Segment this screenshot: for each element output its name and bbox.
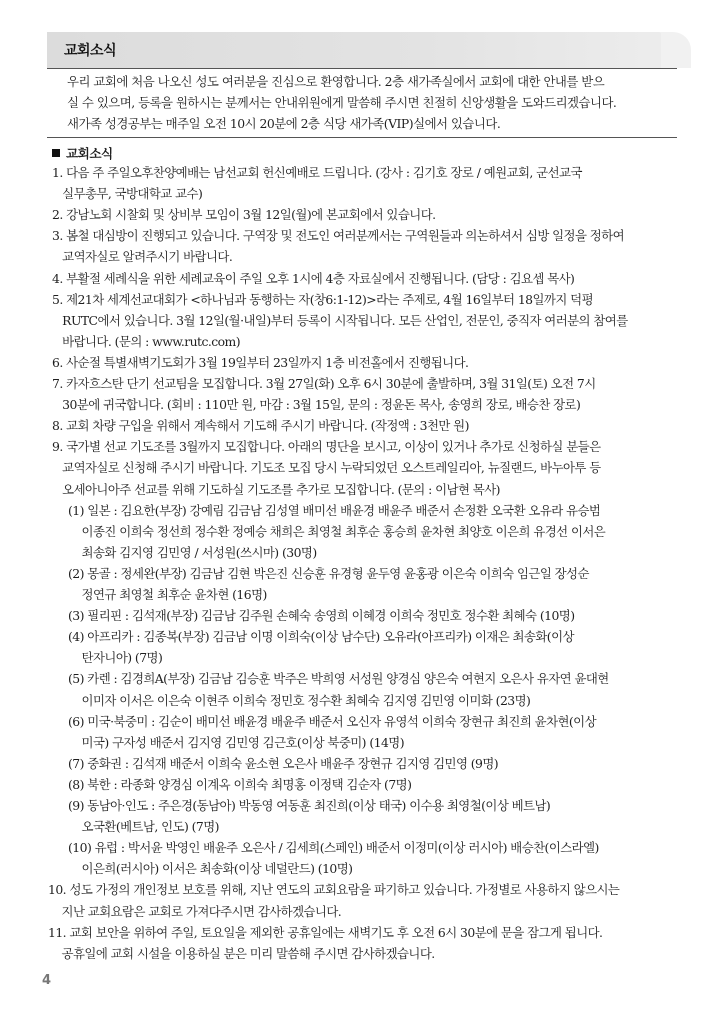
news-line: (1) 일본 : 김요한(부장) 강예림 김금남 김성열 배미선 배윤경 배윤주 배준서 손정환 오국환 오유라 유승범 xyxy=(68,502,601,518)
section-heading xyxy=(52,143,113,162)
news-line: (10) 유럽 : 박서윤 박영인 배윤주 오은사 / 김세희(스페인) 배준서 이정미(이상 러시아) 배승찬(이스라엘) xyxy=(68,840,599,856)
news-line: 7. 카자흐스탄 단기 선교팀을 모집합니다. 3월 27일(화) 오후 6시 30분에 출발하며, 3월 31일(토) 오전 7시 xyxy=(52,376,596,391)
news-line: (5) 카렌 : 김경희A(부장) 김금남 김승훈 박주은 박희영 서성원 양경심 양은숙 여현지 오은사 유자연 윤대현 xyxy=(68,671,609,687)
section-heading-text: 교회소식 xyxy=(66,146,113,161)
news-line: 9. 국가별 선교 기도조를 3월까지 모집합니다. 아래의 명단을 보시고, 이상이 있거나 추가로 신청하실 분들은 xyxy=(52,439,601,455)
header-tab-edge xyxy=(661,32,691,68)
header-title: 교회소식 xyxy=(64,43,117,59)
news-line: 이미자 이서은 이은숙 이현주 이희숙 정민호 정수환 최혜숙 김지영 김민영 이미화 (23명) xyxy=(68,692,531,708)
news-line: 30분에 귀국합니다. (회비 : 110만 원, 마감 : 3월 15일, 문의 : 정윤돈 목사, 송영희 장로, 배승찬 장로) xyxy=(52,397,581,413)
welcome-box xyxy=(47,68,677,138)
news-line: (8) 북한 : 라종화 양경심 이계옥 이희숙 최명홍 이정택 김순자 (7명) xyxy=(68,776,412,792)
news-line: 실무총무, 국방대학교 교수) xyxy=(52,186,203,202)
news-line: 오세아니아주 선교를 위해 기도하실 기도조를 추가로 모집합니다. (문의 : 이남현 목사) xyxy=(52,481,500,497)
news-line: 2. 강남노회 시찰회 및 상비부 모임이 3월 12일(월)에 본교회에서 있습니다. xyxy=(52,207,436,223)
news-line: 이은희(러시아) 이서은 최송화(이상 네덜란드) (10명) xyxy=(68,861,353,877)
news-line: 6. 사순절 특별새벽기도회가 3월 19일부터 23일까지 1층 비전홀에서 진행됩니다. xyxy=(52,354,469,370)
news-line: (2) 몽골 : 정세완(부장) 김금남 김현 박은진 신승훈 유경형 윤두영 윤홍광 이은숙 이희숙 임근일 장성순 xyxy=(68,565,589,581)
news-line: 탄자니아) (7명) xyxy=(68,650,163,666)
news-line: (9) 동남아·인도 : 주은경(동남아) 박동영 여동훈 최진희(이상 태국) 이수용 최영철(이상 베트남) xyxy=(68,798,551,813)
news-line: (7) 중화권 : 김석재 배준서 이희숙 윤소현 오은사 배윤주 장현규 김지영 김민영 (9명) xyxy=(68,755,499,771)
welcome-line-2: 실 수 있으며, 등록을 원하시는 분께서는 안내위원에게 말씀해 주시면 친절히 신앙생활을 도와드리겠습니다. xyxy=(67,95,617,110)
news-line: (6) 미국·북중미 : 김순이 배미선 배윤경 배윤주 배준서 오신자 유영석 이희숙 장현규 최진희 윤차현(이상 xyxy=(68,713,597,729)
square-bullet-icon xyxy=(52,149,60,157)
welcome-line-3: 새가족 성경공부는 매주일 오전 10시 20분에 2층 식당 새가족(VIP)실에서 있습니다. xyxy=(67,116,501,131)
page-number: 4 xyxy=(42,973,52,988)
news-line: 정연규 최영철 최후순 윤차현 (16명) xyxy=(68,587,267,602)
news-line: 11. 교회 보안을 위하여 주일, 토요일을 제외한 공휴일에는 새벽기도 후 오전 6시 30분에 문을 잠그게 됩니다. xyxy=(48,924,603,940)
news-line: 교역자실로 알려주시기 바랍니다. xyxy=(52,249,233,265)
news-line: 10. 성도 가정의 개인정보 보호를 위해, 지난 연도의 교회요람을 파기하고 있습니다. 가정별로 사용하지 않으시는 xyxy=(48,882,620,898)
news-line: 이종진 이희숙 정선희 정수환 정예승 채희은 최영철 최후순 홍승희 윤차현 최양호 이은희 유경선 이서은 xyxy=(68,523,606,539)
news-line: 3. 봄철 대심방이 진행되고 있습니다. 구역장 및 전도인 여러분께서는 구역원들과 의논하셔서 심방 일정을 정하여 xyxy=(52,228,625,244)
news-line: 오국환(베트남, 인도) (7명) xyxy=(68,819,219,835)
news-line: 4. 부활절 세례식을 위한 세례교육이 주일 오후 1시에 4층 자료실에서 진행됩니다. (담당 : 김요셉 목사) xyxy=(52,270,575,286)
news-line: 지난 교회요람은 교회로 가져다주시면 감사하겠습니다. xyxy=(48,903,342,919)
news-line: 1. 다음 주 주일오후찬양예배는 남선교회 헌신예배로 드립니다. (강사 : 김기호 장로 / 예원교회, 군선교국 xyxy=(52,165,582,180)
news-line: (4) 아프리카 : 김종복(부장) 김금남 이명 이희숙(이상 남수단) 오유라(아프리카) 이재은 최송화(이상 xyxy=(68,629,574,645)
news-line: 5. 제21차 세계선교대회가 <하나님과 동행하는 자(창6:1-12)>라는 주제로, 4월 16일부터 18일까지 덕평 xyxy=(52,291,593,307)
news-line: 8. 교회 차량 구입을 위해서 계속해서 기도해 주시기 바랍니다. (작정액 : 3천만 원) xyxy=(52,418,469,434)
news-line: 최송화 김지영 김민영 / 서성원(쓰시마) (30명) xyxy=(68,544,317,560)
news-line: RUTC에서 있습니다. 3월 12일(월·내일)부터 등록이 시작됩니다. 모든 산업인, 전문인, 중직자 여러분의 참여를 xyxy=(52,312,628,328)
section-header-tab xyxy=(47,32,677,68)
news-line: (3) 필리핀 : 김석재(부장) 김금남 김주원 손혜숙 송영희 이혜경 이희숙 정민호 정수환 최혜숙 (10명) xyxy=(68,608,575,624)
news-line: 미국) 구자성 배준서 김지영 김민영 김근호(이상 북중미) (14명) xyxy=(68,734,405,750)
news-line: 공휴일에 교회 시설을 이용하실 분은 미리 말씀해 주시면 감사하겠습니다. xyxy=(48,945,435,961)
news-line: 바랍니다. (문의 : www.rutc.com) xyxy=(52,333,241,349)
news-line: 교역자실로 신청해 주시기 바랍니다. 기도조 모집 당시 누락되었던 오스트레일리아, 뉴질랜드, 바누아투 등 xyxy=(52,460,601,476)
welcome-line-1: 우리 교회에 처음 나오신 성도 여러분을 진심으로 환영합니다. 2층 새가족실에서 교회에 대한 안내를 받으 xyxy=(67,74,605,89)
